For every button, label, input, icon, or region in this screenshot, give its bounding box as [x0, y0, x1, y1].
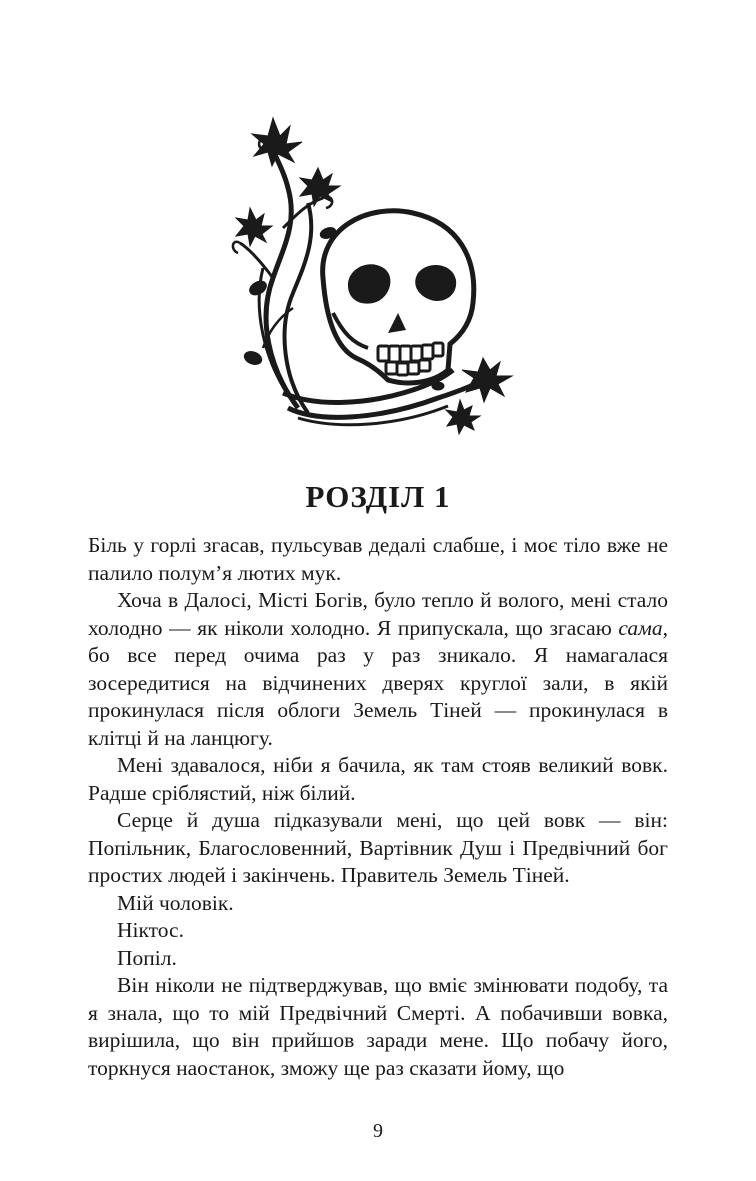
paragraph: Попіл.	[117, 945, 177, 970]
paragraph: Він ніколи не підтверджував, що вміє змінювати подобу, та я знала, що то мій Предвічний Смерті. А побачивши вовка, вирішила, що він прийшов заради мене. Що побачу його, торкнуся наостанок, зможу ще раз сказати йому, що	[88, 973, 668, 1080]
chapter-body	[88, 532, 668, 1082]
paragraph: Серце й душа підказували мені, що цей вовк — він: Попільник, Благословенний, Вартівник Душ і Предвічний бог простих людей і закінчень. Правитель Земель Тіней.	[88, 808, 668, 887]
paragraph: Мій чоловік.	[117, 890, 234, 915]
paragraph-text: Хоча в Далосі, Місті Богів, було тепло й волого, мені стало холодно — як ніколи холодно. Я припускала, що згасаю	[88, 588, 668, 640]
paragraph: Мені здавалося, ніби я бачила, як там стояв великий вовк. Радше сріблястий, ніж білий.	[88, 753, 668, 805]
paragraph: Біль у горлі згасав, пульсував дедалі слабше, і моє тіло вже не палило полум’я лютих мук.	[88, 533, 668, 585]
emphasized-word: сама	[618, 615, 663, 640]
skull-with-vines-icon	[228, 108, 528, 448]
paragraph-text: , бо все перед очима раз у раз зникало. Я намагалася зосередитися на відчинених дверях круглої зали, в якій прокинулася після облоги Земель Тіней — прокинулася в клітці й на ланцюгу.	[88, 615, 668, 750]
paragraph	[88, 587, 668, 752]
page-number: 9	[373, 1120, 383, 1142]
paragraph: Ніктос.	[117, 918, 184, 942]
chapter-title: РОЗДІЛ 1	[305, 479, 451, 514]
